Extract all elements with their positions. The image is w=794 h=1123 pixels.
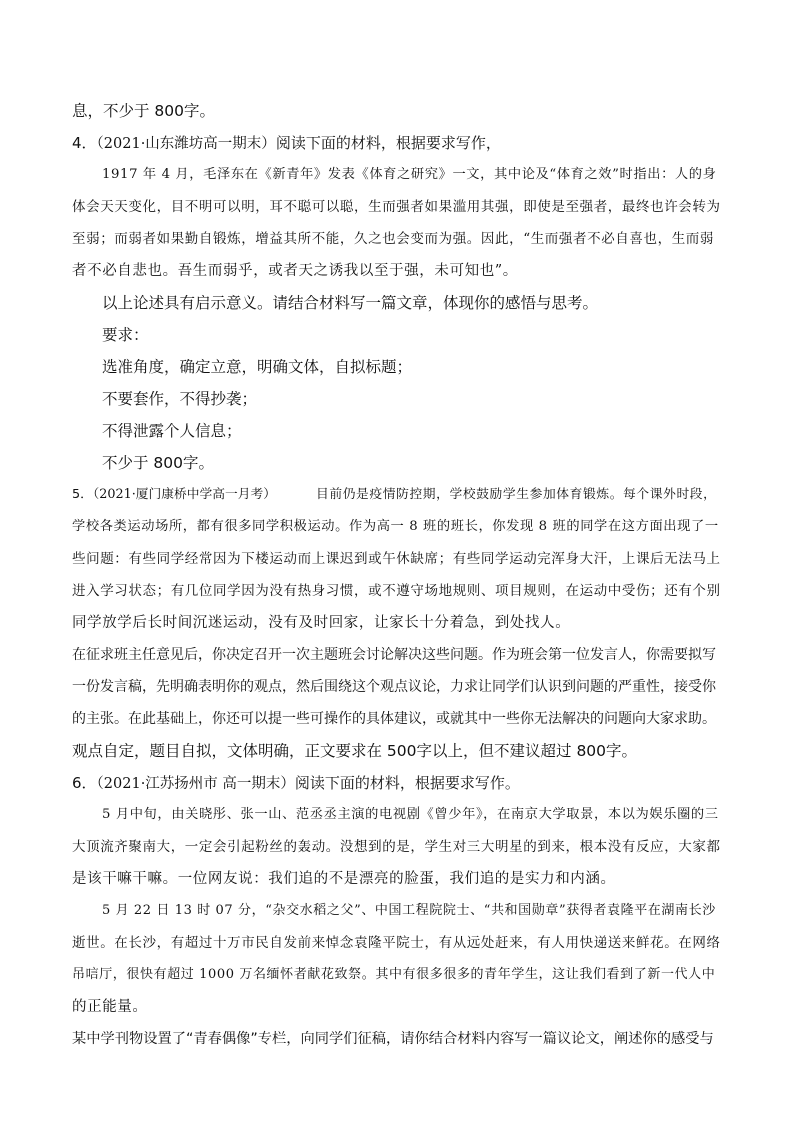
material-line: 是该干嘛干嘛。一位网友说：我们追的不是漂亮的脸蛋，我们追的是实力和内涵。	[72, 871, 616, 887]
prompt-line: 以上论述具有启示意义。请结合材料写一篇文章，体现你的感悟与思考。	[102, 294, 599, 312]
prompt-line: 在征求班主任意见后，你决定召开一次主题班会讨论解决这些问题。作为班会第一位发言人，你需要拟写	[72, 647, 716, 663]
material-line: 至弱；而弱者如果勤自锻炼，增益其所不能，久之也会变而为强。因此，“生而强者不必自喜也，生而弱	[72, 231, 714, 247]
material-line: 5 月 22 日 13 时 07 分，“杂交水稻之父”、中国工程院院士、“共和国勋章”获得者袁隆平在湖南长沙	[102, 903, 716, 918]
material-line: 逝世。在长沙，有超过十万市民自发前来悼念袁隆平院士，有从远处赶来，有人用快递送来鲜花。在网络	[72, 935, 721, 951]
question-number: 5．	[72, 487, 93, 502]
question-number: 4．	[72, 134, 97, 152]
prev-question-tail: 息，不少于 800字。	[72, 102, 216, 120]
question-source: （2021·江苏扬州市 高一期末）	[96, 776, 295, 792]
question-task: 阅读下面的材料，根据要求写作。	[294, 774, 520, 792]
material-line: 的正能量。	[72, 999, 148, 1015]
material-line: 大顶流齐聚南大，一定会引起粉丝的轰动。没想到的是，学生对三大明星的到来，根本没有反应，大家都	[72, 839, 721, 855]
question-5-header	[72, 484, 717, 506]
prompt-line: 某中学刊物设置了“青春偶像”专栏，向同学们征稿，请你结合材料内容写一篇议论文，阐述你的感受与	[72, 1031, 714, 1047]
requirement-item: 不少于 800字。	[102, 454, 215, 472]
question-number: 6．	[72, 774, 97, 792]
material-line: 同学放学后长时间沉迷运动，没有及时回家，让家长十分着急，到处找人。	[72, 615, 571, 631]
question-4-header	[72, 132, 501, 155]
question-source: （2021·山东潍坊高一期末）	[96, 136, 276, 152]
requirement-item: 不要套作，不得抄袭；	[102, 390, 258, 408]
requirement-item: 不得泄露个人信息；	[102, 422, 242, 440]
material-line: 进入学习状态；有几位同学因为没有热身习惯，或不遵守场地规则、项目规则，在运动中受伤；还有个别	[72, 583, 721, 599]
material-line: 者不必自悲也。吾生而弱乎，或者天之诱我以至于强，未可知也”。	[72, 263, 518, 279]
material-line: 目前仍是疫情防控期，学校鼓励学生参加体育锻炼。每个课外时段，	[316, 487, 717, 502]
material-line: 1917 年 4 月，毛泽东在《新青年》发表《体育之研究》一文，其中论及“体育之效”时指出：人的身	[102, 167, 717, 182]
prompt-line: 观点自定，题目自拟，文体明确，正文要求在 500字以上，但不建议超过 800字。	[72, 742, 638, 760]
material-line: 体会天天变化，目不明可以明，耳不聪可以聪，生而强者如果滥用其强，即使是至强者，最终也许会转为	[72, 199, 721, 215]
question-source: （2021·厦门康桥中学高一月考）	[92, 487, 276, 502]
material-line: 学校各类运动场所，都有很多同学积极运动。作为高一 8 班的班长，你发现 8 班的同学在这方面出现了一	[72, 519, 719, 534]
requirement-item: 选准角度，确定立意，明确文体，自拟标题；	[102, 358, 413, 376]
requirements-heading: 要求：	[102, 326, 149, 344]
material-line: 些问题：有些同学经常因为下楼运动而上课迟到或午休缺席；有些同学运动完浑身大汗，上课后无法马上	[72, 551, 721, 567]
prompt-line: 一份发言稿，先明确表明你的观点，然后围绕这个观点议论，力求让同学们认识到问题的严重性，接受你	[72, 679, 716, 695]
material-line: 吊唁厅，很快有超过 1000 万名缅怀者献花致祭。其中有很多很多的青年学生，这让我们看到了新一代人中	[72, 967, 716, 982]
question-6-header	[72, 772, 520, 795]
question-task: 阅读下面的材料，根据要求写作，	[275, 134, 501, 152]
material-line: 5 月中旬，由关晓彤、张一山、范丞丞主演的电视剧《曾少年》，在南京大学取景，本以为娱乐圈的三	[102, 807, 719, 822]
prompt-line: 的主张。在此基础上，你还可以提一些可操作的具体建议，或就其中一些你无法解决的问题向大家求助。	[72, 711, 716, 727]
